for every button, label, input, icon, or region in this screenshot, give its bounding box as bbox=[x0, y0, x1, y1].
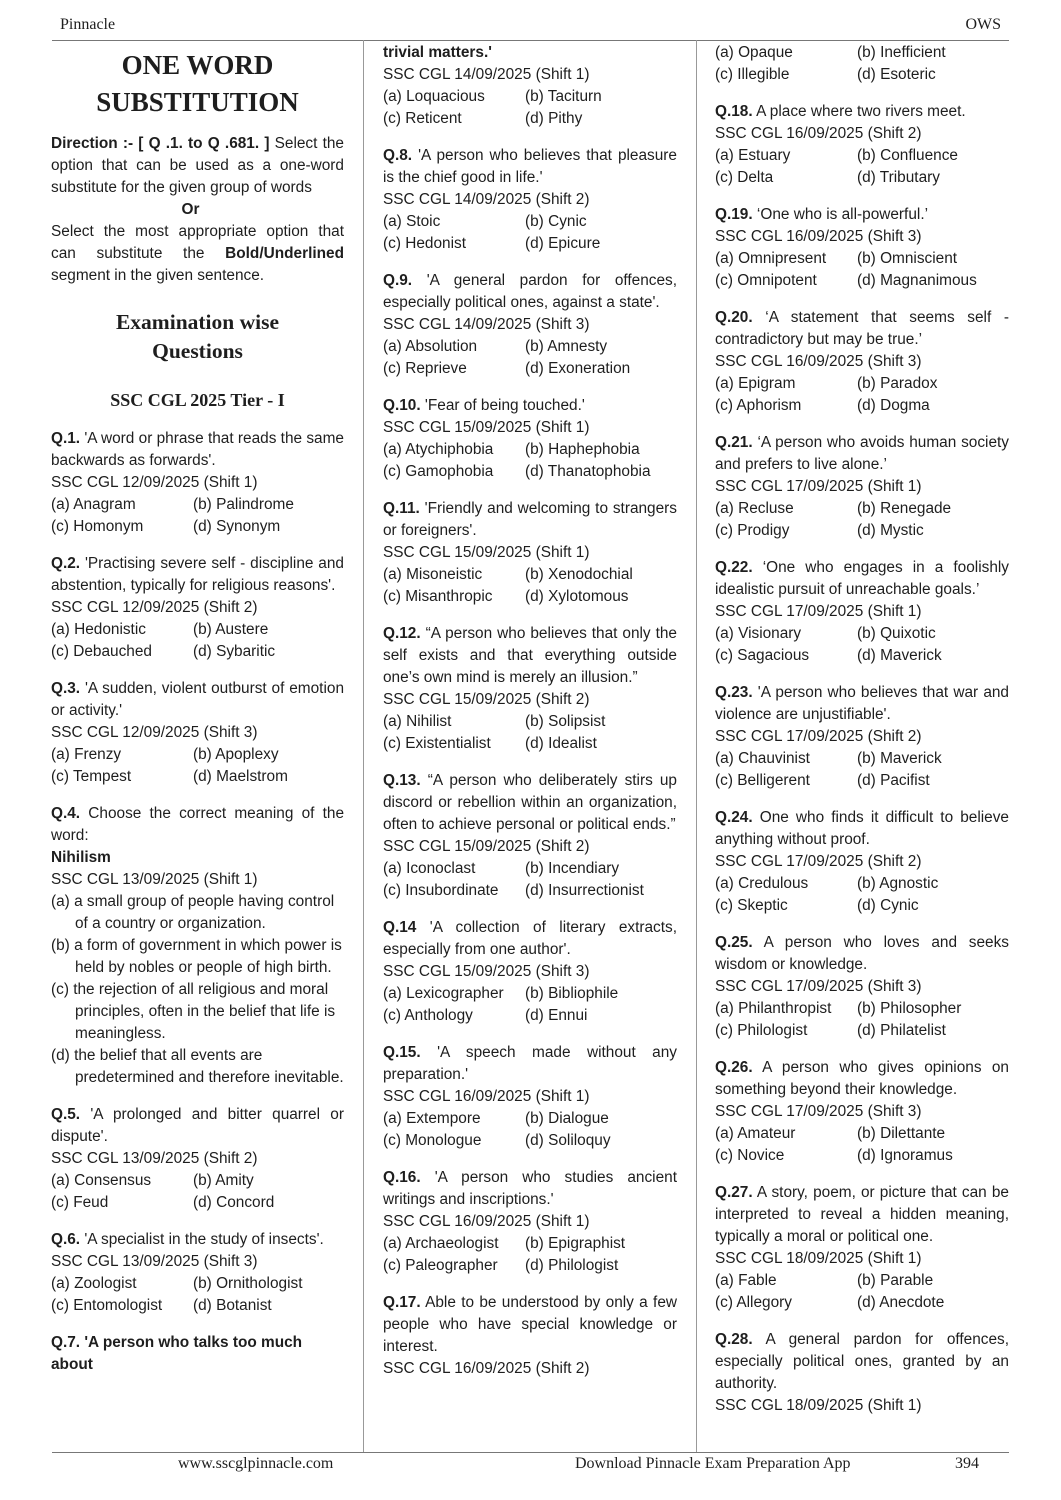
option: (c) Reprieve bbox=[383, 360, 467, 377]
column-divider bbox=[696, 40, 697, 1452]
question-source: SSC CGL 15/09/2025 (Shift 1) bbox=[383, 419, 590, 436]
question bbox=[715, 557, 1009, 667]
question-text: “A person who believes that only the self exists and that everything outside one’s own mind is merely an illusion.” bbox=[383, 625, 677, 686]
question-number: Q.6. bbox=[51, 1231, 81, 1248]
option: (b) Philosopher bbox=[857, 1000, 962, 1017]
question-source: SSC CGL 15/09/2025 (Shift 2) bbox=[383, 691, 590, 708]
option: (a) Iconoclast bbox=[383, 860, 476, 877]
question-source: SSC CGL 18/09/2025 (Shift 1) bbox=[715, 1250, 922, 1267]
question bbox=[715, 1329, 1009, 1417]
question bbox=[715, 1057, 1009, 1167]
exam-heading: SSC CGL 2025 Tier - I bbox=[110, 390, 285, 410]
question bbox=[383, 623, 677, 755]
question-source: SSC CGL 13/09/2025 (Shift 3) bbox=[51, 1253, 258, 1270]
direction-text-2: Select the most appropriate option that can substitute the Bold/Underlined segment in the given sentence. bbox=[51, 223, 344, 284]
question-source: SSC CGL 14/09/2025 (Shift 3) bbox=[383, 316, 590, 333]
option: (a) Anagram bbox=[51, 496, 136, 513]
option: (a) Omnipresent bbox=[715, 250, 827, 267]
question bbox=[715, 204, 1009, 292]
option: (d) Esoteric bbox=[857, 66, 936, 83]
option: (d) the belief that all events are predetermined and therefore inevitable. bbox=[51, 1047, 344, 1086]
option: (b) Epigraphist bbox=[525, 1235, 626, 1252]
question-number: Q.20. bbox=[715, 309, 753, 326]
option: (d) Ignoramus bbox=[857, 1147, 953, 1164]
option: (d) Exoneration bbox=[525, 360, 631, 377]
option: (d) Anecdote bbox=[857, 1294, 945, 1311]
option: (b) Inefficient bbox=[857, 44, 946, 61]
option: (b) Taciturn bbox=[525, 88, 602, 105]
question bbox=[51, 428, 344, 538]
question-source: SSC CGL 17/09/2025 (Shift 3) bbox=[715, 1103, 922, 1120]
question-source: SSC CGL 17/09/2025 (Shift 2) bbox=[715, 728, 922, 745]
question-text: ‘One who engages in a foolishly idealistic pursuit of unreachable goals.’ bbox=[715, 559, 1009, 598]
question-number: Q.3. bbox=[51, 680, 81, 697]
option: (a) Frenzy bbox=[51, 746, 122, 763]
question bbox=[383, 395, 677, 483]
option: (a) Fable bbox=[715, 1272, 777, 1289]
option: (b) Omniscient bbox=[857, 250, 958, 267]
question-number: Q.18. bbox=[715, 103, 753, 120]
question bbox=[715, 932, 1009, 1042]
question bbox=[383, 917, 677, 1027]
option: (c) Reticent bbox=[383, 110, 462, 127]
question-word: Nihilism bbox=[51, 849, 111, 866]
question-text: One who finds it difficult to believe anything without proof. bbox=[715, 809, 1009, 848]
option: (b) Quixotic bbox=[857, 625, 936, 642]
question-number: Q.25. bbox=[715, 934, 753, 951]
option: (c) Hedonist bbox=[383, 235, 466, 252]
question-text: 'A person who studies ancient writings and inscriptions.' bbox=[383, 1169, 677, 1208]
question-number: Q.26. bbox=[715, 1059, 753, 1076]
question-source: SSC CGL 17/09/2025 (Shift 3) bbox=[715, 978, 922, 995]
question-source: SSC CGL 16/09/2025 (Shift 3) bbox=[715, 228, 922, 245]
column-divider bbox=[363, 40, 364, 1452]
question bbox=[51, 1229, 344, 1317]
question-text: 'Practising severe self - discipline and abstention, typically for religious reasons'. bbox=[51, 555, 344, 594]
question-number: Q.28. bbox=[715, 1331, 753, 1348]
option: (c) Allegory bbox=[715, 1294, 792, 1311]
page-header bbox=[60, 16, 1001, 38]
footer-divider bbox=[52, 1452, 1009, 1453]
option: (a) Loquacious bbox=[383, 88, 485, 105]
or-label: Or bbox=[181, 201, 200, 218]
question-number: Q.5. bbox=[51, 1106, 81, 1123]
question-number: Q.16. bbox=[383, 1169, 421, 1186]
question-source: SSC CGL 14/09/2025 (Shift 1) bbox=[383, 66, 590, 83]
question-continued bbox=[715, 42, 1009, 86]
question-number: Q.9. bbox=[383, 272, 413, 289]
question-source: SSC CGL 13/09/2025 (Shift 2) bbox=[51, 1150, 258, 1167]
question-source: SSC CGL 15/09/2025 (Shift 1) bbox=[383, 544, 590, 561]
question-text: 'A person who believes that pleasure is the chief good in life.' bbox=[383, 147, 677, 186]
question-text: 'Fear of being touched.' bbox=[420, 397, 585, 414]
option: (d) Cynic bbox=[857, 897, 919, 914]
option: (a) Philanthropist bbox=[715, 1000, 832, 1017]
option: (c) Paleographer bbox=[383, 1257, 498, 1274]
option: (c) Feud bbox=[51, 1194, 109, 1211]
option: (c) Entomologist bbox=[51, 1297, 163, 1314]
question-source: SSC CGL 13/09/2025 (Shift 1) bbox=[51, 871, 258, 888]
question-number: Q.21. bbox=[715, 434, 753, 451]
question bbox=[383, 770, 677, 902]
option: (d) Botanist bbox=[193, 1297, 272, 1314]
option: (b) Palindrome bbox=[193, 496, 294, 513]
option: (d) Soliloquy bbox=[525, 1132, 611, 1149]
question-text: 'A prolonged and bitter quarrel or dispute'. bbox=[51, 1106, 344, 1145]
question-text: A person who loves and seeks wisdom or knowledge. bbox=[715, 934, 1009, 973]
option: (b) Cynic bbox=[525, 213, 587, 230]
question-source: SSC CGL 18/09/2025 (Shift 1) bbox=[715, 1397, 922, 1414]
option: (d) Thanatophobia bbox=[525, 463, 651, 480]
option: (b) Xenodochial bbox=[525, 566, 633, 583]
question bbox=[51, 1104, 344, 1214]
option: (a) Lexicographer bbox=[383, 985, 504, 1002]
option: (a) Visionary bbox=[715, 625, 802, 642]
option: (c) Debauched bbox=[51, 643, 152, 660]
question bbox=[51, 678, 344, 788]
option: (d) Pacifist bbox=[857, 772, 930, 789]
question-number: Q.27. bbox=[715, 1184, 753, 1201]
question bbox=[715, 807, 1009, 917]
question-source: SSC CGL 17/09/2025 (Shift 2) bbox=[715, 853, 922, 870]
option: (c) Prodigy bbox=[715, 522, 790, 539]
option: (a) Consensus bbox=[51, 1172, 152, 1189]
option: (a) Hedonistic bbox=[51, 621, 146, 638]
option: (d) Epicure bbox=[525, 235, 601, 252]
option: (d) Mystic bbox=[857, 522, 924, 539]
option: (d) Philologist bbox=[525, 1257, 619, 1274]
question-text: A story, poem, or picture that can be interpreted to reveal a hidden meaning, typically a moral or political one. bbox=[715, 1184, 1009, 1245]
section-title: Examination wise Questions bbox=[115, 310, 280, 363]
question-source: SSC CGL 17/09/2025 (Shift 1) bbox=[715, 603, 922, 620]
option: (c) Insubordinate bbox=[383, 882, 499, 899]
option: (c) the rejection of all religious and moral principles, often in the belief that life is meaningless. bbox=[51, 981, 336, 1042]
question-text: ‘One who is all-powerful.’ bbox=[752, 206, 929, 223]
option: (b) Bibliophile bbox=[525, 985, 619, 1002]
option: (b) Austere bbox=[193, 621, 269, 638]
option: (b) Solipsist bbox=[525, 713, 606, 730]
question bbox=[51, 553, 344, 663]
question-number: Q.15. bbox=[383, 1044, 421, 1061]
question-number: Q.1. bbox=[51, 430, 81, 447]
option: (a) Chauvinist bbox=[715, 750, 810, 767]
option: (d) Philatelist bbox=[857, 1022, 946, 1039]
option: (c) Sagacious bbox=[715, 647, 810, 664]
option: (a) Amateur bbox=[715, 1125, 796, 1142]
option: (c) Omnipotent bbox=[715, 272, 817, 289]
option: (d) Maelstrom bbox=[193, 768, 288, 785]
option: (d) Concord bbox=[193, 1194, 275, 1211]
option: (c) Monologue bbox=[383, 1132, 482, 1149]
question-number: Q.19. bbox=[715, 206, 753, 223]
question-text: A person who gives opinions on something beyond their knowledge. bbox=[715, 1059, 1009, 1098]
option: (b) Apoplexy bbox=[193, 746, 279, 763]
question-source: SSC CGL 16/09/2025 (Shift 2) bbox=[715, 125, 922, 142]
question bbox=[383, 1167, 677, 1277]
question-text: 'A word or phrase that reads the same backwards as forwards'. bbox=[51, 430, 344, 469]
question-continued: trivial matters.' SSC CGL 14/09/2025 (Shift 1) (a) Loquacious (b) Taciturn (c) Reticent (d) Pithy bbox=[383, 42, 677, 130]
question bbox=[715, 682, 1009, 792]
option: (c) Existentialist bbox=[383, 735, 491, 752]
question-source: SSC CGL 16/09/2025 (Shift 1) bbox=[383, 1213, 590, 1230]
option: (b) Incendiary bbox=[525, 860, 620, 877]
option: (d) Xylotomous bbox=[525, 588, 629, 605]
question-text: ‘A person who avoids human society and prefers to live alone.’ bbox=[715, 434, 1009, 473]
page-number: 394 bbox=[955, 1455, 979, 1472]
option: (a) Nihilist bbox=[383, 713, 452, 730]
question: Q.17. Able to be understood by only a few people who have special knowledge or interest. SSC CGL 16/09/2025 (Shift 2) bbox=[383, 1292, 677, 1380]
question-number: Q.13. bbox=[383, 772, 421, 789]
option: (d) Synonym bbox=[193, 518, 281, 535]
option: (c) Illegible bbox=[715, 66, 790, 83]
option: (a) Atychiphobia bbox=[383, 441, 494, 458]
option: (b) Renegade bbox=[857, 500, 952, 517]
question-source: SSC CGL 12/09/2025 (Shift 1) bbox=[51, 474, 258, 491]
column-3 bbox=[715, 42, 1009, 1432]
option: (a) Zoologist bbox=[51, 1275, 137, 1292]
question-number: Q.23. bbox=[715, 684, 753, 701]
question-text: 'A general pardon for offences, especially political ones, against a state'. bbox=[383, 272, 677, 311]
question-text: 'Friendly and welcoming to strangers or foreigners'. bbox=[383, 500, 677, 539]
question-text: “A person who deliberately stirs up discord or rebellion within an organization, often to achieve personal or political ends.” bbox=[383, 772, 677, 833]
option: (c) Tempest bbox=[51, 768, 132, 785]
question bbox=[715, 1182, 1009, 1314]
question bbox=[383, 270, 677, 380]
header-brand: Pinnacle bbox=[60, 16, 116, 33]
option: (a) Extempore bbox=[383, 1110, 481, 1127]
question-source: SSC CGL 15/09/2025 (Shift 2) bbox=[383, 838, 590, 855]
question-text: 'A person who believes that war and violence are unjustifiable'. bbox=[715, 684, 1009, 723]
option: (a) Opaque bbox=[715, 44, 793, 61]
option: (d) Pithy bbox=[525, 110, 583, 127]
question-text: 'A speech made without any preparation.' bbox=[383, 1044, 677, 1083]
option: (d) Idealist bbox=[525, 735, 597, 752]
question-source: SSC CGL 12/09/2025 (Shift 2) bbox=[51, 599, 258, 616]
question bbox=[715, 432, 1009, 542]
option: (b) Dilettante bbox=[857, 1125, 946, 1142]
option: (d) Maverick bbox=[857, 647, 942, 664]
header-topic: OWS bbox=[965, 16, 1001, 33]
option: (d) Dogma bbox=[857, 397, 930, 414]
option: (a) Stoic bbox=[383, 213, 441, 230]
question-number: Q.10. bbox=[383, 397, 421, 414]
question bbox=[383, 1042, 677, 1152]
footer-app: Download Pinnacle Exam Preparation App bbox=[575, 1455, 851, 1472]
option: (b) Parable bbox=[857, 1272, 934, 1289]
question-source: SSC CGL 12/09/2025 (Shift 3) bbox=[51, 724, 258, 741]
question-number: Q.11. bbox=[383, 500, 420, 517]
option: (b) Amity bbox=[193, 1172, 254, 1189]
option: (c) Anthology bbox=[383, 1007, 473, 1024]
question-source: SSC CGL 14/09/2025 (Shift 2) bbox=[383, 191, 590, 208]
option: (b) Paradox bbox=[857, 375, 938, 392]
option: (a) Credulous bbox=[715, 875, 809, 892]
option: (b) a form of government in which power is held by nobles or people of high birth. bbox=[51, 937, 342, 976]
question-number: Q.2. bbox=[51, 555, 81, 572]
question: Q.7. 'A person who talks too much about bbox=[51, 1334, 303, 1373]
option: (b) Confluence bbox=[857, 147, 958, 164]
question-text: A general pardon for offences, especially political ones, granted by an authority. bbox=[715, 1331, 1009, 1392]
question bbox=[715, 307, 1009, 417]
option: (c) Delta bbox=[715, 169, 774, 186]
option: (b) Dialogue bbox=[525, 1110, 609, 1127]
option: (d) Ennui bbox=[525, 1007, 588, 1024]
option: (c) Homonym bbox=[51, 518, 144, 535]
page-title: ONE WORD SUBSTITUTION bbox=[96, 50, 299, 117]
question-source: SSC CGL 16/09/2025 (Shift 3) bbox=[715, 353, 922, 370]
question bbox=[383, 145, 677, 255]
question-text: 'A sudden, violent outburst of emotion or activity.' bbox=[51, 680, 344, 719]
option: (a) Epigram bbox=[715, 375, 796, 392]
question-number: Q.12. bbox=[383, 625, 421, 642]
question-number: Q.14 bbox=[383, 919, 417, 936]
option: (a) Archaeologist bbox=[383, 1235, 499, 1252]
header-divider bbox=[52, 40, 1009, 41]
question-number: Q.24. bbox=[715, 809, 753, 826]
question-text: 'A specialist in the study of insects'. bbox=[80, 1231, 324, 1248]
option: (c) Gamophobia bbox=[383, 463, 494, 480]
question-number: Q.8. bbox=[383, 147, 413, 164]
option: (d) Insurrectionist bbox=[525, 882, 644, 899]
question-source: SSC CGL 16/09/2025 (Shift 1) bbox=[383, 1088, 590, 1105]
question-text: ‘A statement that seems self - contradictory but may be true.’ bbox=[715, 309, 1009, 348]
option: (c) Philologist bbox=[715, 1022, 808, 1039]
option: (a) Absolution bbox=[383, 338, 478, 355]
option: (d) Tributary bbox=[857, 169, 940, 186]
option: (b) Ornithologist bbox=[193, 1275, 303, 1292]
option: (d) Sybaritic bbox=[193, 643, 276, 660]
option: (a) Estuary bbox=[715, 147, 791, 164]
column-2 bbox=[383, 42, 677, 1395]
question-text: A place where two rivers meet. bbox=[752, 103, 966, 120]
question: Q.4. Choose the correct meaning of the word: Nihilism SSC CGL 13/09/2025 (Shift 1) (a) a small group of people having control of a country or organization. (b) a form of government in which power is held by nobles or people of high birth. (c) the rejection of all religious and moral principles, often in the belief that life is meaningless. (d) the belief that all events are predetermined and therefore inevitable. bbox=[51, 803, 344, 1089]
question-source: SSC CGL 17/09/2025 (Shift 1) bbox=[715, 478, 922, 495]
option: (b) Haphephobia bbox=[525, 441, 640, 458]
question-source: SSC CGL 15/09/2025 (Shift 3) bbox=[383, 963, 590, 980]
question bbox=[715, 101, 1009, 189]
question-source: SSC CGL 16/09/2025 (Shift 2) bbox=[383, 1360, 590, 1377]
direction-text: Direction :- [ Q .1. to Q .681. ] Select the option that can be used as a one-word substitute for the given group of words bbox=[51, 135, 344, 196]
question-text: 'A collection of literary extracts, especially from one author'. bbox=[383, 919, 677, 958]
option: (a) Recluse bbox=[715, 500, 794, 517]
option: (c) Aphorism bbox=[715, 397, 802, 414]
option: (b) Agnostic bbox=[857, 875, 939, 892]
option: (b) Amnesty bbox=[525, 338, 608, 355]
option: (a) a small group of people having control of a country or organization. bbox=[51, 893, 335, 932]
option: (b) Maverick bbox=[857, 750, 942, 767]
option: (c) Skeptic bbox=[715, 897, 788, 914]
option: (d) Magnanimous bbox=[857, 272, 977, 289]
option: (c) Novice bbox=[715, 1147, 785, 1164]
option: (a) Misoneistic bbox=[383, 566, 483, 583]
footer-site: www.sscglpinnacle.com bbox=[178, 1455, 334, 1472]
option: (c) Misanthropic bbox=[383, 588, 493, 605]
question bbox=[383, 498, 677, 608]
column-1 bbox=[51, 42, 344, 1376]
option: (c) Belligerent bbox=[715, 772, 810, 789]
question-number: Q.22. bbox=[715, 559, 753, 576]
